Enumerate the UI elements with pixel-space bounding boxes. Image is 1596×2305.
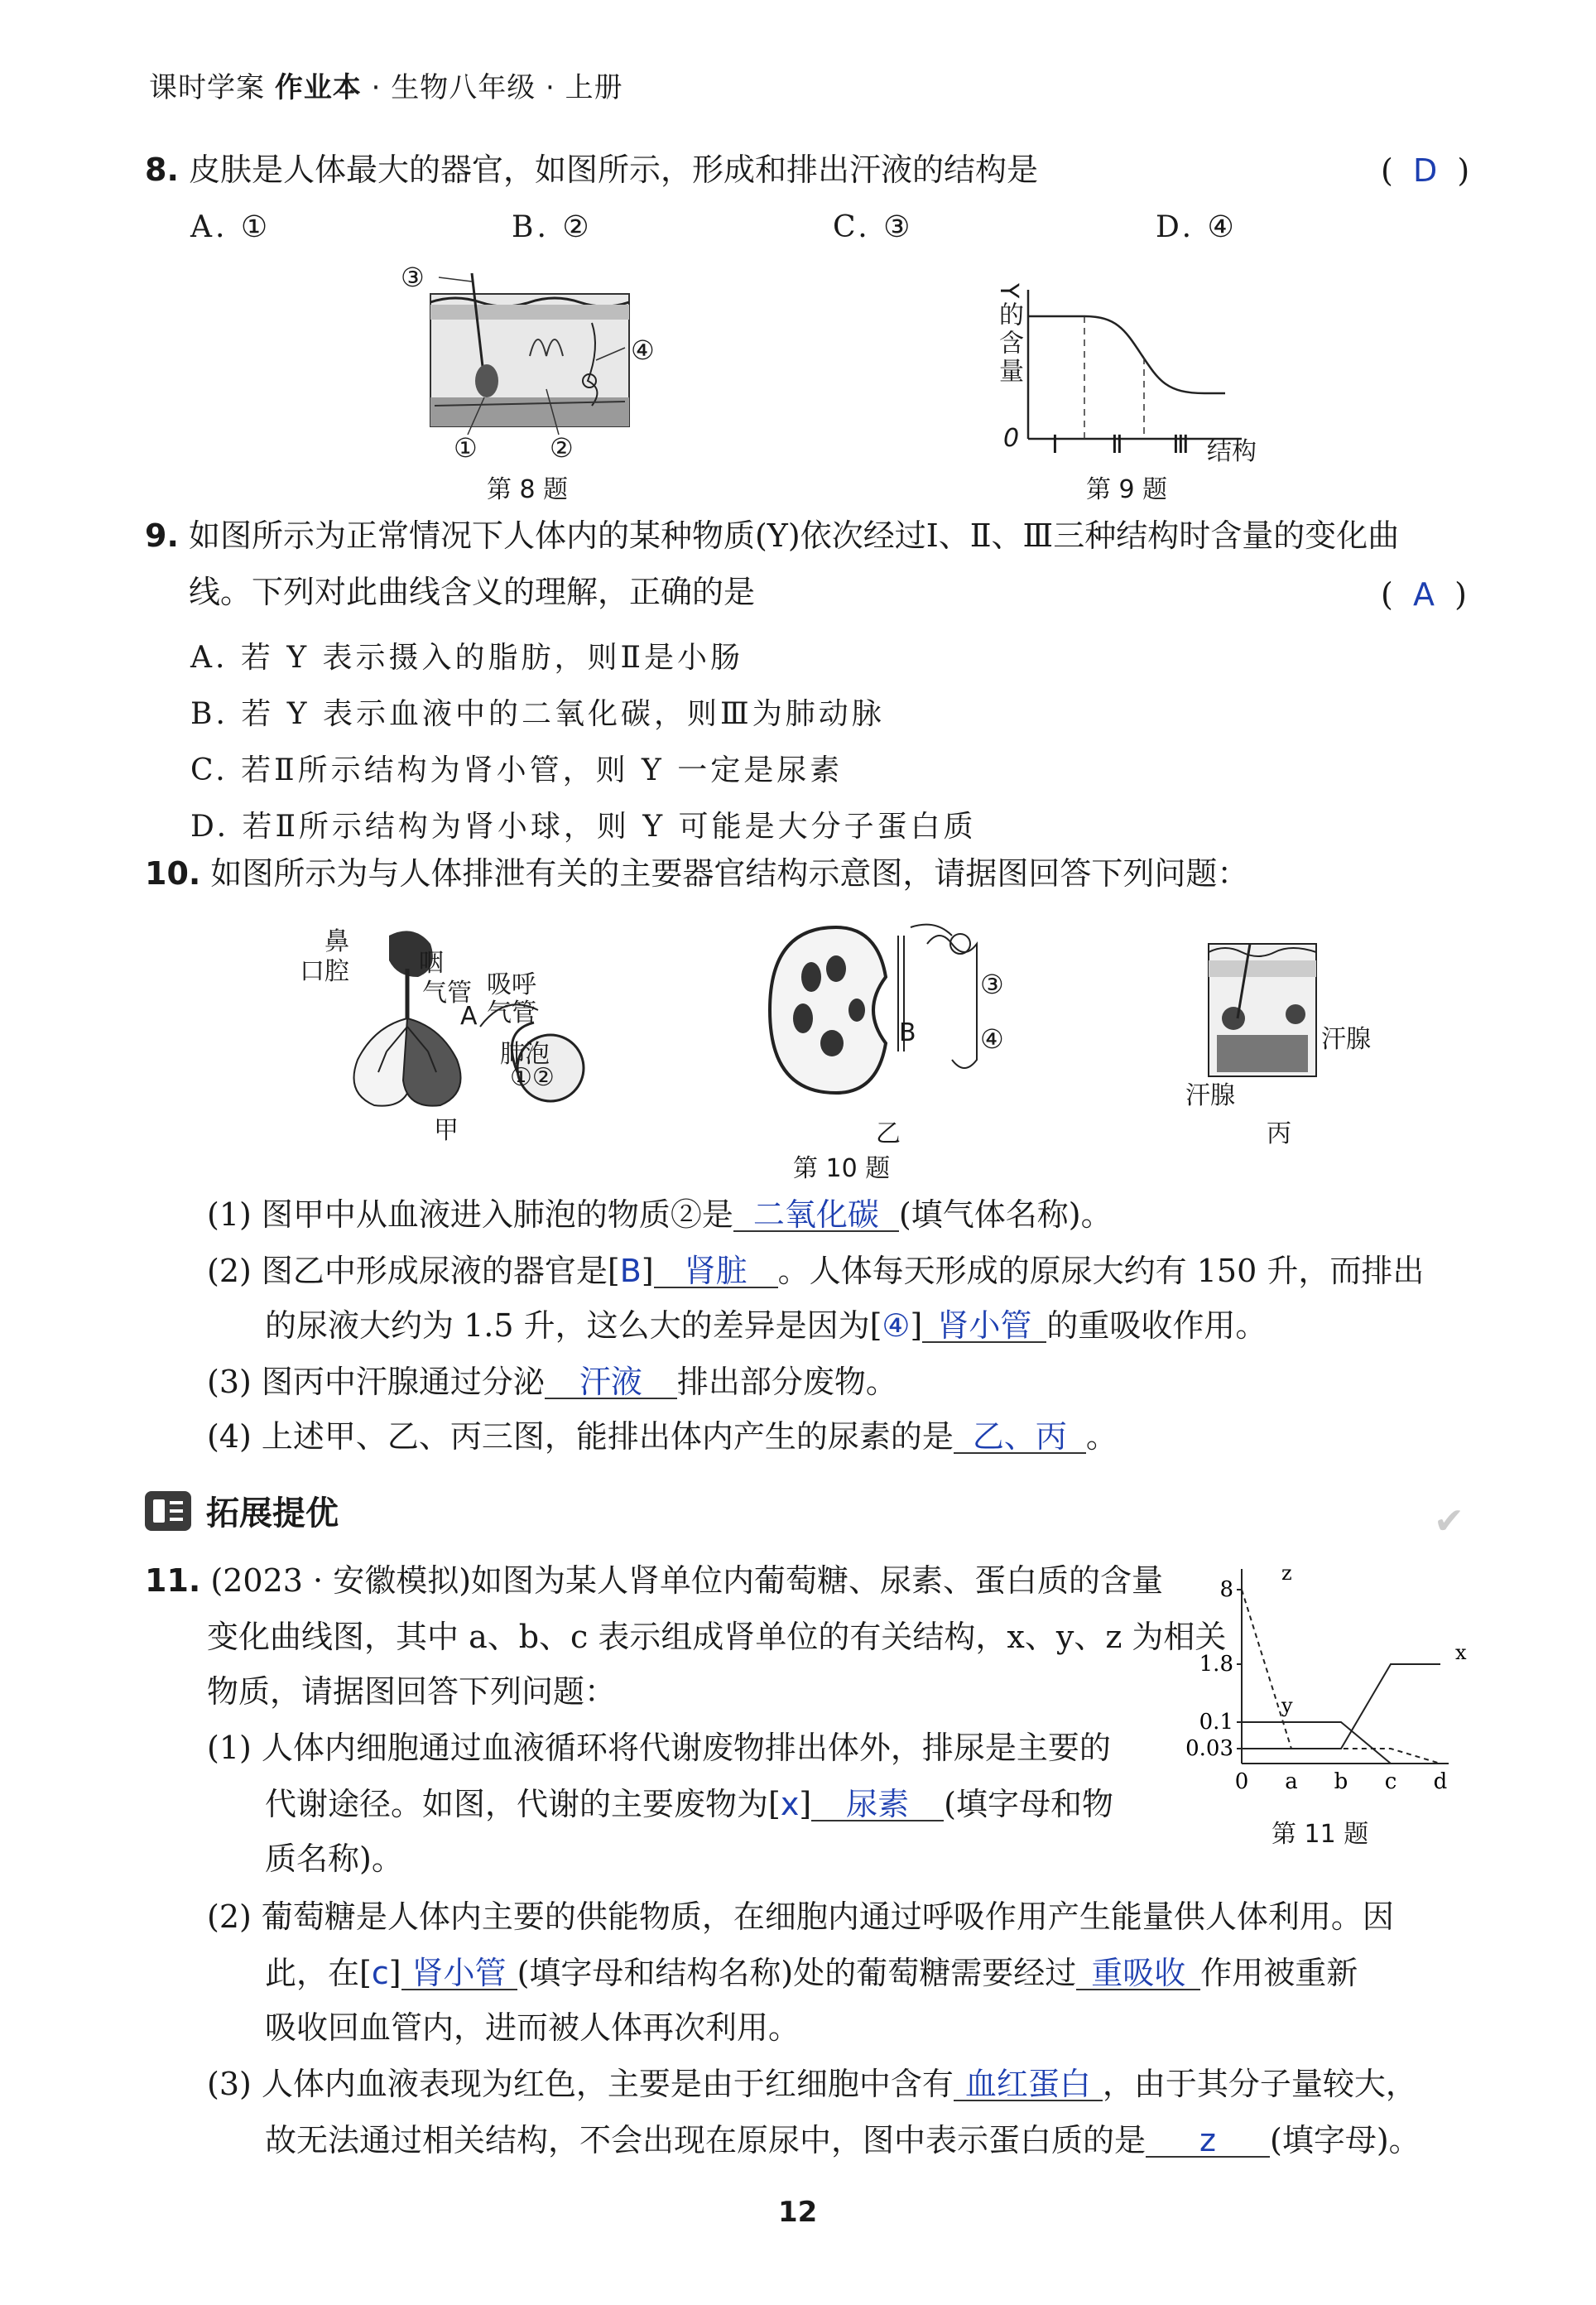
q8-option-a: A. ① bbox=[190, 210, 272, 244]
q8-option-d: D. ④ bbox=[1156, 210, 1238, 244]
q9-answer: A bbox=[1412, 576, 1435, 613]
y-tick-label-1: 1.8 bbox=[1199, 1652, 1233, 1677]
q10-sub2b: 的尿液大约为 1.5 升，这么大的差异是因为[④] 肾小管 的重吸收作用。 bbox=[265, 1307, 1267, 1344]
q10-sub2: (2) 图乙中形成尿液的器官是[B] 肾脏 。人体每天形成的原尿大约有 150 升，而排出 bbox=[207, 1253, 1425, 1289]
q9-option-d: D. 若Ⅱ所示结构为肾小球，则 Y 可能是大分子蛋白质 bbox=[190, 810, 977, 844]
book-icon bbox=[145, 1491, 191, 1531]
q11-stem-3: 物质，请据图回答下列问题： bbox=[207, 1673, 617, 1710]
jia-label-breath: 吸呼 bbox=[487, 970, 536, 999]
fig9-x-4: 结构 bbox=[1207, 437, 1257, 466]
q11-s1b-letter: x bbox=[780, 1786, 800, 1822]
fig8-caption: 第 8 题 bbox=[487, 475, 569, 504]
fig10-caption: 第 10 题 bbox=[793, 1154, 891, 1183]
q10-sub3: (3) 图丙中汗腺通过分泌 汗液 排出部分废物。 bbox=[207, 1364, 897, 1400]
q11-s3a-answer: 血红蛋白 bbox=[954, 2068, 1103, 2101]
x-tick-label-3: c bbox=[1384, 1769, 1397, 1794]
q11-s3b: 故无法通过相关结构，不会出现在原尿中，图中表示蛋白质的是 z (填字母)。 bbox=[265, 2122, 1421, 2158]
jia-label-alveolus: 肺泡 bbox=[500, 1040, 550, 1069]
fig9-chart bbox=[993, 273, 1258, 455]
y-tick-label-3: 0.03 bbox=[1185, 1736, 1233, 1761]
fig11-chart bbox=[1175, 1557, 1467, 1805]
q11-stem-2: 变化曲线图，其中 a、b、c 表示组成肾单位的有关结构，x、y、z 为相关 bbox=[207, 1619, 1227, 1655]
q10-stem: 10. 如图所示为与人体排泄有关的主要器官结构示意图，请据图回答下列问题： bbox=[145, 855, 1249, 892]
y-tick-label-0: 8 bbox=[1219, 1577, 1233, 1602]
y-tick-label-2: 0.1 bbox=[1199, 1710, 1233, 1735]
header-series: 课时学案 bbox=[149, 71, 265, 104]
q10-sub4: (4) 上述甲、乙、丙三图，能排出体内产生的尿素的是 乙、丙 。 bbox=[207, 1418, 1118, 1455]
q10-sub1-answer: 二氧化碳 bbox=[733, 1199, 899, 1232]
page-number: 12 bbox=[778, 2196, 818, 2229]
q10-sub4-answer: 乙、丙 bbox=[954, 1421, 1086, 1454]
fig9-caption: 第 9 题 bbox=[1086, 475, 1168, 504]
series-line-z bbox=[1242, 1590, 1440, 1764]
q8-option-b: B. ② bbox=[512, 210, 593, 244]
q10-sub2b-structure: 肾小管 bbox=[922, 1310, 1046, 1343]
sweat-gland-diagram bbox=[1200, 936, 1349, 1085]
q11-s1b: 代谢途径。如图，代谢的主要废物为[x] 尿素 (填字母和物 bbox=[265, 1786, 1113, 1822]
q8-answer: D bbox=[1412, 152, 1438, 189]
bing-label-gland-1: 汗腺 bbox=[1321, 1025, 1371, 1054]
series-line-y bbox=[1242, 1722, 1440, 1764]
jia-name: 甲 bbox=[434, 1116, 459, 1145]
header-subject: · 生物八年级 · 上册 bbox=[371, 71, 623, 104]
series-label-z: z bbox=[1281, 1562, 1292, 1585]
q11-s2b: 此，在[c] 肾小管 (填字母和结构名称)处的葡萄糖需要经过 重吸收 作用被重新 bbox=[265, 1955, 1358, 1991]
q11-s3b-answer: z bbox=[1146, 2125, 1270, 2158]
q11-s1b-name: 尿素 bbox=[811, 1788, 944, 1821]
fig8-label-1: ① bbox=[454, 432, 478, 464]
q11-stem-1: 11. (2023 · 安徽模拟)如图为某人肾单位内葡萄糖、尿素、蛋白质的含量 bbox=[145, 1562, 1164, 1599]
q8-option-c: C. ③ bbox=[833, 210, 914, 244]
q11-s1c: 质名称)。 bbox=[265, 1841, 403, 1877]
q9-option-a: A. 若 Y 表示摄入的脂肪，则Ⅱ是小肠 bbox=[190, 641, 744, 675]
q10-sub2-organ: 肾脏 bbox=[654, 1255, 778, 1288]
header-book: 作业本 bbox=[274, 71, 362, 104]
q11-s2b-process: 重吸收 bbox=[1076, 1957, 1200, 1990]
fig8-label-3: ③ bbox=[401, 262, 425, 293]
yi-label-b: B bbox=[899, 1018, 916, 1047]
section-header bbox=[145, 1487, 339, 1534]
jia-label-a: A bbox=[460, 1002, 478, 1031]
series-line-x bbox=[1242, 1664, 1440, 1749]
q11-s3a: (3) 人体内血液表现为红色，主要是由于红细胞中含有 血红蛋白 ，由于其分子量较大， bbox=[207, 2066, 1417, 2102]
jia-label-nose: 鼻 bbox=[324, 927, 349, 956]
bing-label-gland-2: 汗腺 bbox=[1185, 1081, 1235, 1110]
jia-label-mouth: 口腔 bbox=[300, 957, 349, 986]
q11-s2c: 吸收回血管内，进而被人体再次利用。 bbox=[265, 2009, 800, 2046]
jia-label-12: ①② bbox=[510, 1063, 555, 1092]
yi-label-4: ④ bbox=[980, 1023, 1004, 1055]
section-title: 拓展提优 bbox=[206, 1494, 339, 1533]
x-tick-label-2: b bbox=[1334, 1769, 1348, 1794]
fig8-label-2: ② bbox=[550, 432, 574, 464]
x-tick-label-0: 0 bbox=[1234, 1769, 1249, 1794]
q11-s1a: (1) 人体内细胞通过血液循环将代谢废物排出体外，排尿是主要的 bbox=[207, 1730, 1111, 1766]
page-header bbox=[149, 65, 623, 105]
series-label-x: x bbox=[1455, 1641, 1467, 1664]
q8-stem: 8. 皮肤是人体最大的器官，如图所示，形成和排出汗液的结构是 bbox=[145, 152, 1038, 188]
q10-sub2-letter: B bbox=[619, 1253, 642, 1289]
fig8-label-4: ④ bbox=[631, 334, 655, 366]
q9-stem-1: 9. 如图所示为正常情况下人体内的某种物质(Y)依次经过Ⅰ、Ⅱ、Ⅲ三种结构时含量的变化曲 bbox=[145, 517, 1400, 554]
q10-sub1: (1) 图甲中从血液进入肺泡的物质②是 二氧化碳 (填气体名称)。 bbox=[207, 1196, 1113, 1233]
jia-label-pharynx: 咽 bbox=[419, 949, 444, 978]
fig9-origin: 0 bbox=[1003, 424, 1020, 453]
jia-label-trachea: 气管 bbox=[422, 979, 472, 1008]
q11-s2b-structure: 肾小管 bbox=[401, 1957, 517, 1990]
yi-label-3: ③ bbox=[980, 969, 1004, 1000]
fig9-ylabel: Y的含量 bbox=[994, 283, 1023, 387]
x-tick-label-4: d bbox=[1433, 1769, 1448, 1794]
q9-stem-2: 线。下列对此曲线含义的理解，正确的是 bbox=[189, 574, 756, 610]
q10-sub2b-number: ④ bbox=[882, 1307, 911, 1344]
q11-s2b-letter: c bbox=[371, 1955, 389, 1991]
fig9-x-2: Ⅱ bbox=[1111, 431, 1123, 460]
q10-sub3-answer: 汗液 bbox=[545, 1366, 677, 1399]
kidney-diagram bbox=[753, 919, 1018, 1109]
yi-name: 乙 bbox=[876, 1119, 901, 1148]
fig9-x-3: Ⅲ bbox=[1172, 431, 1190, 460]
fig9-x-1: Ⅰ bbox=[1051, 431, 1059, 460]
fig11-caption: 第 11 题 bbox=[1272, 1820, 1369, 1849]
check-mark-icon: ✔ bbox=[1434, 1500, 1464, 1542]
bing-name: 丙 bbox=[1267, 1119, 1291, 1148]
q8-answer-box: ( D ) bbox=[1381, 152, 1470, 189]
x-tick-label-1: a bbox=[1285, 1769, 1298, 1794]
q9-answer-box: ( A ) bbox=[1381, 576, 1467, 613]
series-label-y: y bbox=[1281, 1694, 1293, 1717]
q11-s2a: (2) 葡萄糖是人体内主要的供能物质，在细胞内通过呼吸作用产生能量供人体利用。因 bbox=[207, 1898, 1394, 1935]
q9-option-c: C. 若Ⅱ所示结构为肾小管，则 Y 一定是尿素 bbox=[190, 753, 844, 787]
jia-label-trachea-2: 气管 bbox=[487, 999, 536, 1027]
q9-option-b: B. 若 Y 表示血液中的二氧化碳，则Ⅲ为肺动脉 bbox=[190, 697, 885, 731]
